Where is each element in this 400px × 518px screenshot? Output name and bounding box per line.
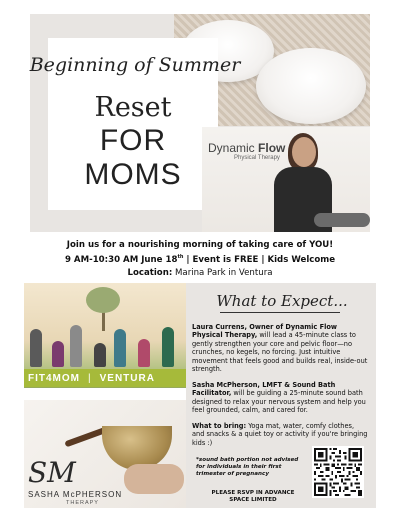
event-location-line bbox=[0, 268, 400, 278]
yogi-figure bbox=[94, 343, 106, 367]
tree-canopy bbox=[86, 287, 120, 313]
event-free-welcome: | Event is FREE | Kids Welcome bbox=[183, 254, 336, 265]
singing-bowl-photo bbox=[24, 400, 186, 508]
location-value: Marina Park in Ventura bbox=[172, 268, 273, 278]
sasha-text: will be guiding a 25-minute sound bath designed to relax your nervous system and help you feel grounded, calm, and cared for. bbox=[192, 389, 366, 415]
crystal-bowl bbox=[256, 48, 366, 124]
title-moms: MOMS bbox=[84, 158, 182, 191]
bring-text: Yoga mat, water, comfy clothes, and snacks & a quiet toy or activity if you're bringing kids :) bbox=[192, 422, 368, 447]
pregnancy-note: *sound bath portion not advised for individuals in their first trimester of pregnancy bbox=[196, 457, 299, 477]
expect-divider bbox=[220, 312, 340, 313]
title-for-moms bbox=[48, 124, 218, 192]
sasha-monogram-logo: SM bbox=[28, 456, 76, 489]
rsvp-line-2: SPACE LIMITED bbox=[229, 497, 277, 503]
logo-name-part2: Flow bbox=[258, 141, 286, 155]
sasha-name: SASHA McPHERSON bbox=[28, 490, 123, 499]
group-yoga-photo bbox=[24, 283, 186, 388]
yogi-figure bbox=[162, 327, 174, 367]
fit4mom-city: VENTURA bbox=[99, 372, 155, 384]
tree-trunk bbox=[102, 311, 105, 331]
expect-laura-paragraph bbox=[192, 323, 368, 373]
fit4mom-brand: FIT4MOM bbox=[28, 372, 80, 384]
bring-heading: What to bring: bbox=[192, 422, 247, 430]
instructor-photo bbox=[202, 127, 370, 232]
location-label: Location: bbox=[127, 268, 173, 278]
expect-title: What to Expect... bbox=[216, 292, 348, 310]
logo-subtitle: Physical Therapy bbox=[234, 155, 280, 161]
rsvp-line-1: PLEASE RSVP IN ADVANCE bbox=[211, 490, 295, 496]
yogi-figure bbox=[114, 329, 126, 367]
instructor-face bbox=[292, 137, 316, 167]
rsvp-notice bbox=[198, 490, 308, 504]
hand-holding-bowl bbox=[124, 464, 184, 494]
title-for: FOR bbox=[99, 124, 167, 157]
title-reset: Reset bbox=[94, 92, 172, 123]
event-time-line bbox=[0, 254, 400, 265]
dynamic-flow-logo bbox=[208, 141, 285, 161]
script-title: Beginning of Summer bbox=[29, 54, 241, 76]
yogi-figure bbox=[70, 325, 82, 367]
expect-bring-paragraph bbox=[192, 422, 368, 447]
client-figure bbox=[314, 213, 370, 227]
qr-code-icon bbox=[314, 448, 362, 496]
event-invite-line: Join us for a nourishing morning of taking care of YOU! bbox=[66, 240, 334, 250]
sasha-subtitle: THERAPY bbox=[66, 500, 99, 506]
laura-heading: Laura Currens, Owner of Dynamic Flow Physical Therapy, bbox=[192, 323, 338, 340]
banner-separator: | bbox=[88, 372, 92, 384]
date-suffix: th bbox=[177, 254, 184, 260]
laura-text: will lead a 45-minute class to gently strengthen your core and pelvic floor—no crunches, no kegels, no forcing. Just intuitive movement that feels good and builds real, inside-out strength. bbox=[192, 331, 368, 374]
yogi-figure bbox=[138, 339, 150, 367]
sasha-heading: Sasha McPherson, LMFT & Sound Bath Facilitator, bbox=[192, 381, 336, 398]
logo-name-part1: Dynamic bbox=[208, 141, 255, 155]
fit4mom-banner bbox=[24, 369, 186, 387]
expect-sasha-paragraph bbox=[192, 381, 368, 415]
rsvp-qr-code[interactable] bbox=[312, 446, 364, 498]
event-time: 9 AM-10:30 AM June 18 bbox=[64, 254, 178, 265]
yogi-figure bbox=[52, 341, 64, 367]
yogi-figure bbox=[30, 329, 42, 367]
